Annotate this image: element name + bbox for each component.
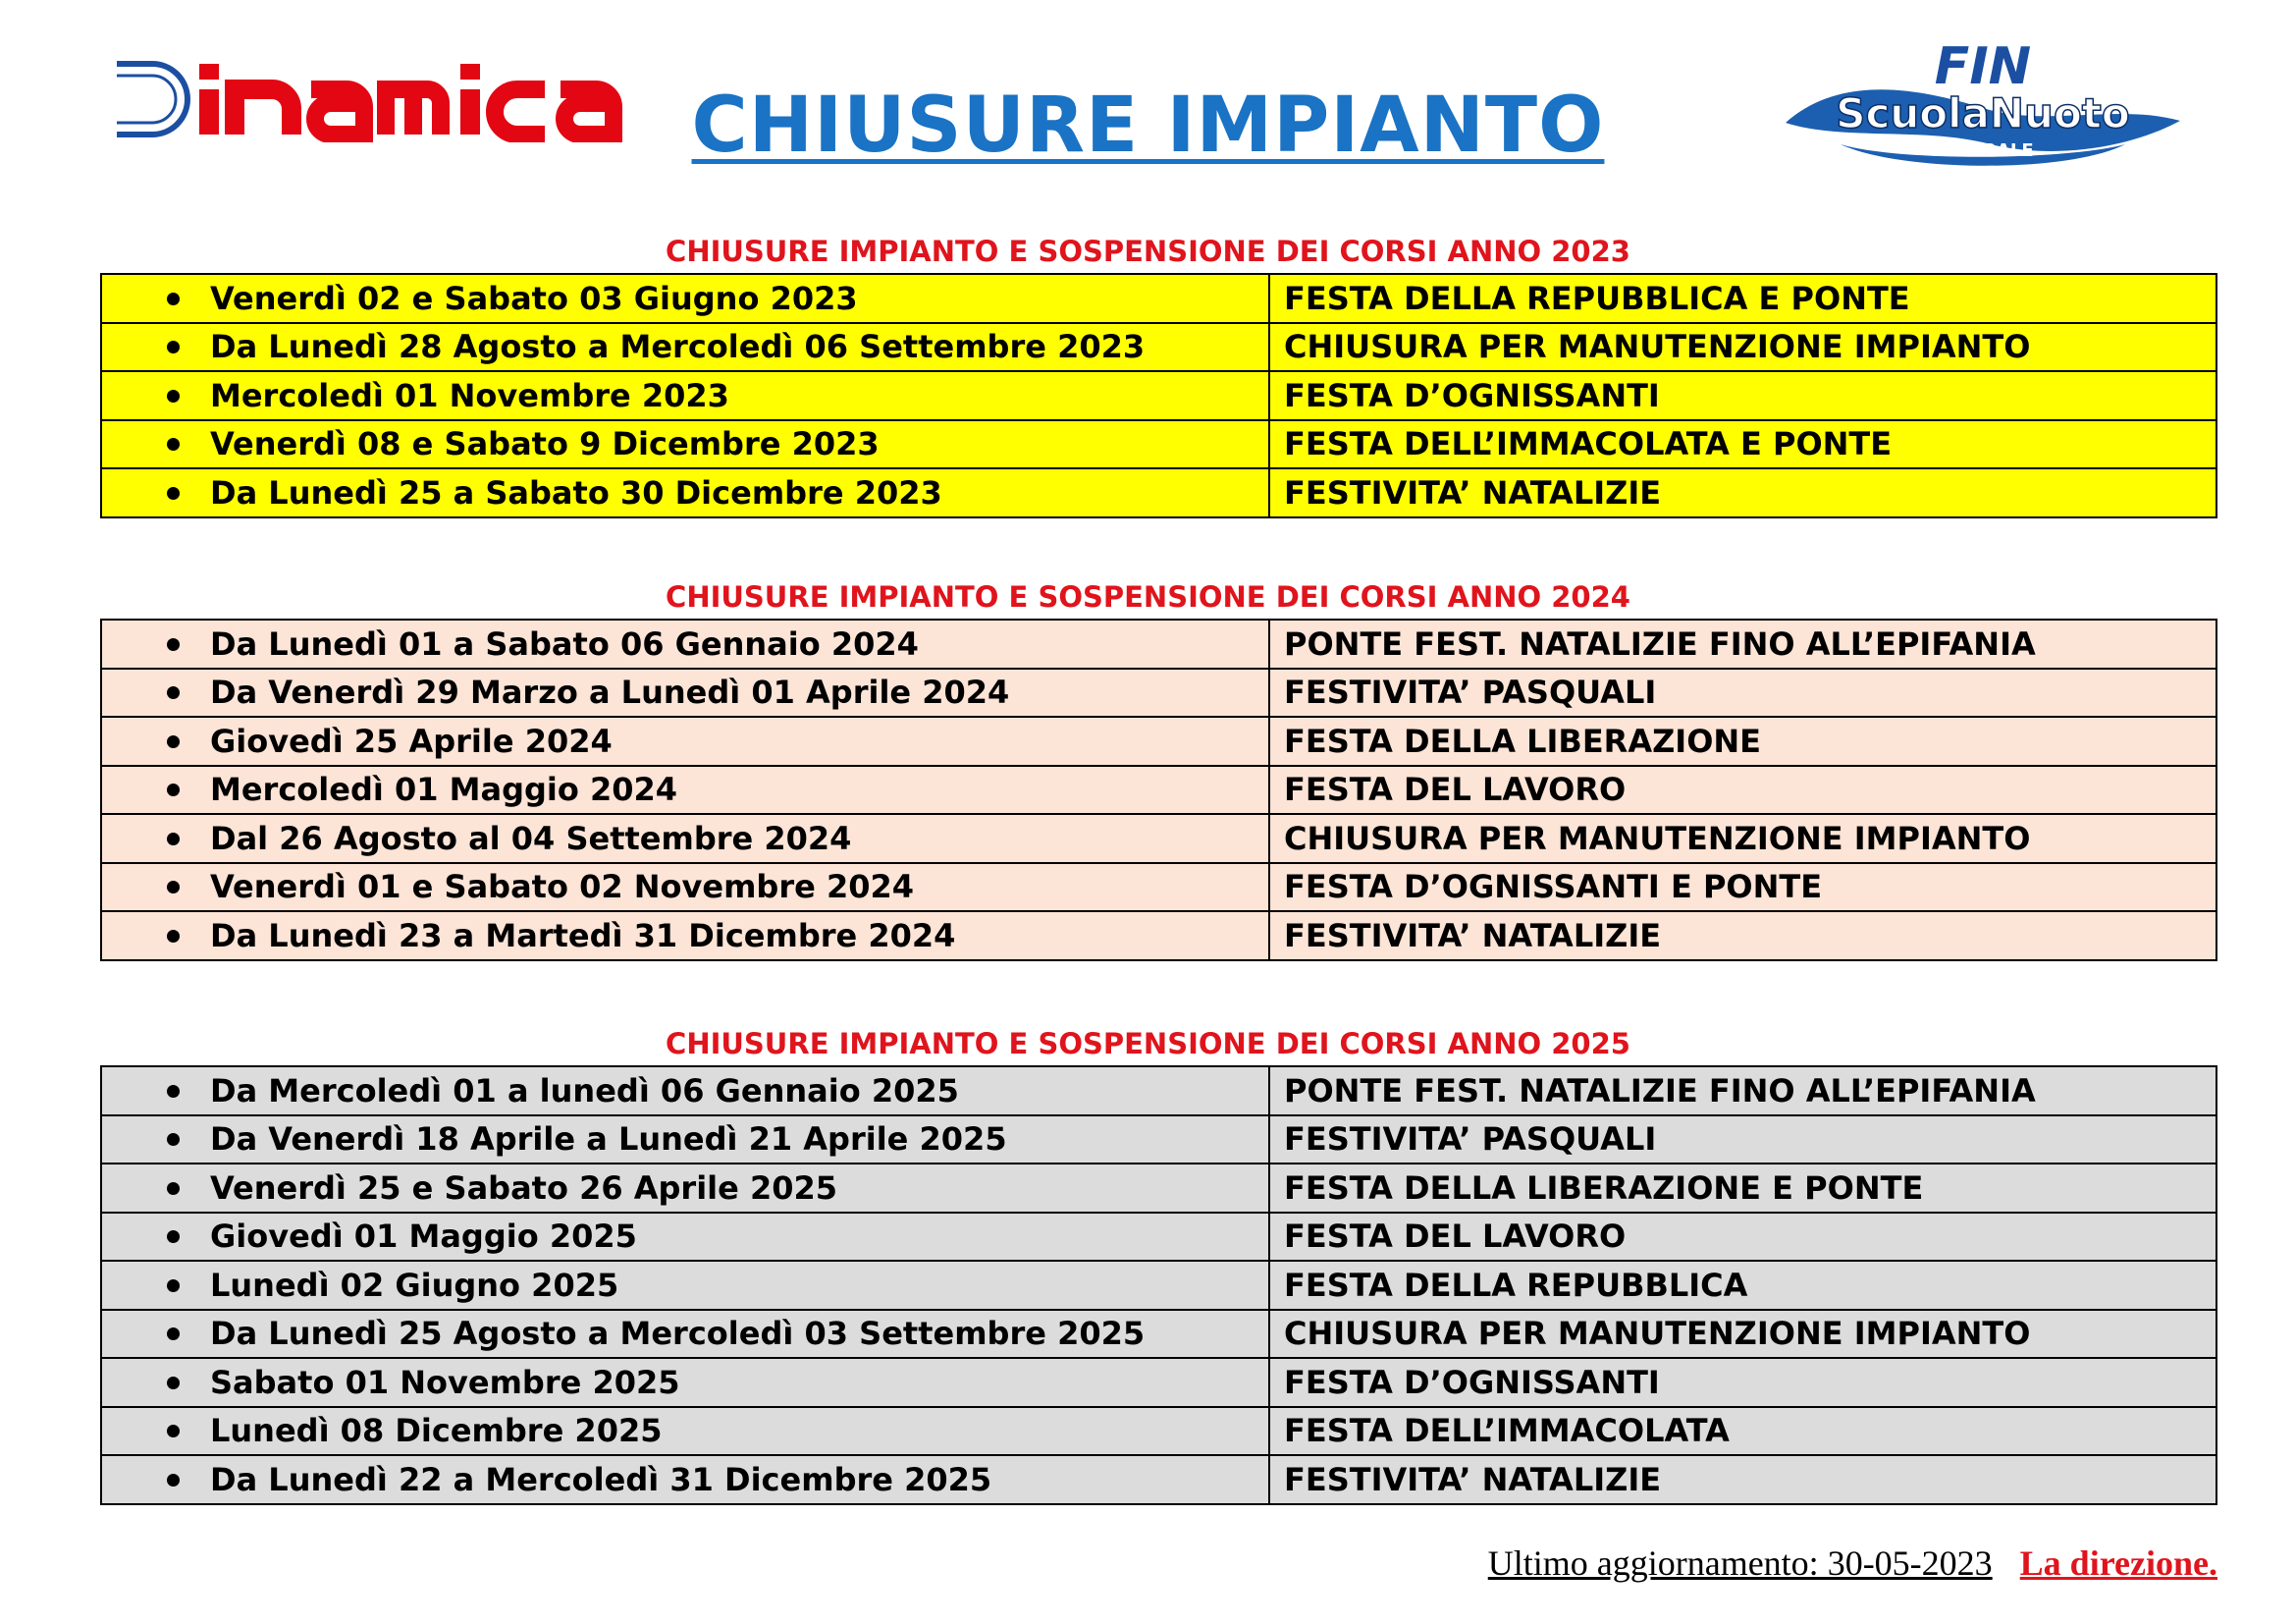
closure-date: Da Mercoledì 01 a lunedì 06 Gennaio 2025 [101, 1066, 1269, 1115]
closures-table-2024 [100, 619, 2217, 961]
closure-reason: FESTIVITA’ NATALIZIE [1269, 468, 2216, 517]
closure-date: Giovedì 01 Maggio 2025 [101, 1213, 1269, 1262]
table-row [101, 274, 2216, 323]
table-row [101, 911, 2216, 960]
page-title: CHIUSURE IMPIANTO [691, 81, 1605, 170]
closure-reason: FESTA DELL’IMMACOLATA [1269, 1407, 2216, 1456]
table-row [101, 1261, 2216, 1310]
fin-logo-text: FIN [1934, 37, 2032, 96]
closure-reason: FESTA DELLA REPUBBLICA [1269, 1261, 2216, 1310]
closure-reason: FESTA DELL’IMMACOLATA E PONTE [1269, 420, 2216, 469]
closure-reason: FESTA D’OGNISSANTI [1269, 371, 2216, 420]
closures-table-2025 [100, 1065, 2217, 1505]
table-row [101, 620, 2216, 669]
table-row [101, 1455, 2216, 1504]
footer [1488, 1542, 2217, 1585]
table-row [101, 814, 2216, 863]
table-row [101, 1407, 2216, 1456]
closure-reason: FESTIVITA’ PASQUALI [1269, 1115, 2216, 1164]
table-row [101, 1213, 2216, 1262]
closure-date: Da Lunedì 25 a Sabato 30 Dicembre 2023 [101, 468, 1269, 517]
closure-reason: CHIUSURA PER MANUTENZIONE IMPIANTO [1269, 1310, 2216, 1359]
table-row [101, 1310, 2216, 1359]
closure-date: Venerdì 01 e Sabato 02 Novembre 2024 [101, 863, 1269, 912]
scuolanuoto-logo-text: ScuolaNuoto [1836, 89, 2130, 137]
closure-date: Lunedì 02 Giugno 2025 [101, 1261, 1269, 1310]
table-row [101, 1358, 2216, 1407]
fin-logo-graphic [1782, 34, 2184, 177]
section-title-2025: CHIUSURE IMPIANTO E SOSPENSIONE DEI CORSI ANNO 2025 [666, 1027, 1630, 1060]
closure-date: Da Lunedì 23 a Martedì 31 Dicembre 2024 [101, 911, 1269, 960]
table-row [101, 766, 2216, 815]
last-updated: Ultimo aggiornamento: 30-05-2023 [1487, 1543, 1993, 1583]
closure-date: Da Lunedì 22 a Mercoledì 31 Dicembre 2025 [101, 1455, 1269, 1504]
table-row [101, 323, 2216, 372]
closure-date: Giovedì 25 Aprile 2024 [101, 717, 1269, 766]
closure-reason: FESTA DEL LAVORO [1269, 766, 2216, 815]
table-row [101, 371, 2216, 420]
closure-date: Mercoledì 01 Maggio 2024 [101, 766, 1269, 815]
closure-date: Da Lunedì 25 Agosto a Mercoledì 03 Settembre 2025 [101, 1310, 1269, 1359]
closure-reason: FESTA DELLA LIBERAZIONE [1269, 717, 2216, 766]
closure-date: Venerdì 08 e Sabato 9 Dicembre 2023 [101, 420, 1269, 469]
closure-date: Da Venerdì 18 Aprile a Lunedì 21 Aprile 2025 [101, 1115, 1269, 1164]
table-row [101, 669, 2216, 718]
closure-date: Da Lunedì 28 Agosto a Mercoledì 06 Settembre 2023 [101, 323, 1269, 372]
table-row [101, 717, 2216, 766]
closure-reason: FESTIVITA’ PASQUALI [1269, 669, 2216, 718]
closure-date: Mercoledì 01 Novembre 2023 [101, 371, 1269, 420]
table-row [101, 420, 2216, 469]
closure-reason: PONTE FEST. NATALIZIE FINO ALL’EPIFANIA [1269, 1066, 2216, 1115]
federale-logo-text: FEDERALE [1932, 140, 2034, 161]
closure-reason: CHIUSURA PER MANUTENZIONE IMPIANTO [1269, 814, 2216, 863]
closure-reason: FESTA DELLA REPUBBLICA E PONTE [1269, 274, 2216, 323]
closure-reason: CHIUSURA PER MANUTENZIONE IMPIANTO [1269, 323, 2216, 372]
table-row [101, 1164, 2216, 1213]
closure-reason: FESTA D’OGNISSANTI E PONTE [1269, 863, 2216, 912]
closure-reason: PONTE FEST. NATALIZIE FINO ALL’EPIFANIA [1269, 620, 2216, 669]
closure-reason: FESTIVITA’ NATALIZIE [1269, 1455, 2216, 1504]
closure-date: Lunedì 08 Dicembre 2025 [101, 1407, 1269, 1456]
section-title-2023: CHIUSURE IMPIANTO E SOSPENSIONE DEI CORSI ANNO 2023 [666, 235, 1630, 268]
closure-date: Da Venerdì 29 Marzo a Lunedì 01 Aprile 2024 [101, 669, 1269, 718]
fin-scuolanuoto-logo [1782, 34, 2184, 177]
closure-date: Venerdì 02 e Sabato 03 Giugno 2023 [101, 274, 1269, 323]
table-row [101, 1066, 2216, 1115]
signature: La direzione. [2019, 1543, 2217, 1583]
closure-date: Sabato 01 Novembre 2025 [101, 1358, 1269, 1407]
closure-date: Dal 26 Agosto al 04 Settembre 2024 [101, 814, 1269, 863]
closure-reason: FESTA DEL LAVORO [1269, 1213, 2216, 1262]
section-title-2024: CHIUSURE IMPIANTO E SOSPENSIONE DEI CORSI ANNO 2024 [666, 580, 1630, 614]
closure-reason: FESTA D’OGNISSANTI [1269, 1358, 2216, 1407]
closures-table-2023 [100, 273, 2217, 518]
closure-reason: FESTIVITA’ NATALIZIE [1269, 911, 2216, 960]
closure-date: Da Lunedì 01 a Sabato 06 Gennaio 2024 [101, 620, 1269, 669]
table-row [101, 1115, 2216, 1164]
table-row [101, 863, 2216, 912]
closure-date: Venerdì 25 e Sabato 26 Aprile 2025 [101, 1164, 1269, 1213]
closure-reason: FESTA DELLA LIBERAZIONE E PONTE [1269, 1164, 2216, 1213]
table-row [101, 468, 2216, 517]
